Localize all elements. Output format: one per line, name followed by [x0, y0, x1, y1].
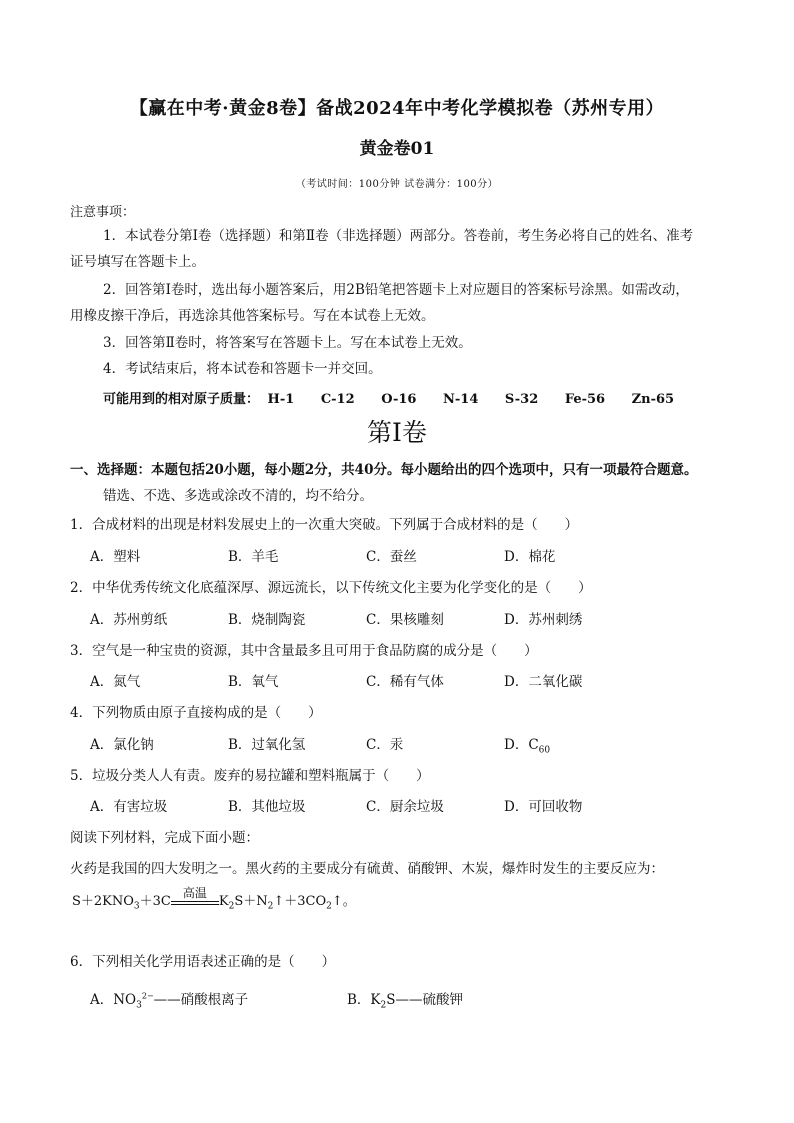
section-instructions: 一、选择题：本题包括20小题，每小题2分，共40分。每小题给出的四个选项中，只有一项最符合题意。	[70, 462, 698, 478]
note-1-line-1: 1．本试卷分第Ⅰ卷（选择题）和第Ⅱ卷（非选择题）两部分。答卷前，考生务必将自己的姓名、准考	[103, 228, 694, 244]
question-2-options	[90, 608, 642, 628]
atomic-mass-value: Fe-56	[564, 392, 606, 407]
atomic-mass-value: S-32	[504, 392, 539, 407]
note-2-line-2: 用橡皮擦干净后，再选涂其他答案标号。写在本试卷上无效。	[70, 308, 435, 324]
option-c[interactable]: C．汞	[366, 737, 404, 753]
option-b[interactable]	[347, 988, 604, 1011]
equation-subscript: 2	[326, 901, 332, 912]
option-c[interactable]: C．果核雕刻	[366, 612, 444, 628]
atomic-mass-label: 可能用到的相对原子质量：	[103, 392, 260, 407]
option-a-subscript: 3	[136, 1000, 142, 1011]
option-d[interactable]	[504, 733, 642, 756]
option-c[interactable]: C．稀有气体	[366, 674, 444, 690]
atomic-mass-value: N-14	[443, 392, 479, 407]
reading-text: 火药是我国的四大发明之一。黑火药的主要成分有硫黄、硝酸钾、木炭，爆炸时发生的主要反应为：	[70, 861, 664, 877]
note-4: 4．考试结束后，将本试卷和答题卡一并交回。	[103, 361, 382, 377]
option-b[interactable]: B．羊毛	[228, 549, 279, 565]
paper-subtitle: 黄金卷01	[359, 139, 435, 159]
equation-term: S＋N	[234, 894, 268, 909]
equation-term: ↑。	[331, 894, 356, 909]
equation-term: ↑＋3CO	[273, 894, 327, 909]
equation-term: ＋3C	[139, 894, 171, 909]
option-a[interactable]	[90, 988, 347, 1011]
volume-title: 第Ⅰ卷	[367, 418, 427, 447]
option-a[interactable]: A．氯化钠	[90, 737, 154, 753]
option-b[interactable]: B．氧气	[228, 674, 279, 690]
question-4-stem: 4．下列物质由原子直接构成的是（ ）	[70, 705, 322, 721]
option-b-formula: B．K	[347, 992, 381, 1008]
equals-sign	[171, 901, 219, 905]
option-a[interactable]: A．苏州剪纸	[90, 612, 168, 628]
condition-text: 高温	[182, 886, 207, 900]
option-a-formula: A．NO	[90, 992, 137, 1008]
option-d[interactable]: D．棉花	[504, 549, 556, 565]
option-d[interactable]: D．二氧化碳	[504, 674, 583, 690]
option-b-subscript: 2	[380, 1000, 387, 1011]
question-1-options	[90, 545, 642, 565]
exam-time-and-score: （考试时间：100分钟 试卷满分：100分）	[295, 179, 499, 190]
reaction-equation	[72, 886, 356, 912]
option-a[interactable]: A．氮气	[90, 674, 141, 690]
question-5-stem: 5．垃圾分类人人有责。废弃的易拉罐和塑料瓶属于（ ）	[70, 768, 430, 784]
equation-term: S＋2KNO	[72, 894, 134, 909]
question-4-options	[90, 733, 642, 756]
equation-subscript: 2	[267, 901, 274, 912]
notes-heading: 注意事项：	[70, 205, 136, 220]
option-b[interactable]: B．烧制陶瓷	[228, 612, 306, 628]
option-c[interactable]: C．蚕丝	[366, 549, 417, 565]
section-instructions-cont: 错选、不选、多选或涂改不清的，均不给分。	[103, 488, 373, 504]
atomic-mass-value: Zn-65	[631, 392, 675, 407]
option-a[interactable]: A．有害垃圾	[90, 799, 168, 815]
note-2-line-1: 2．回答第Ⅰ卷时，选出每小题答案后，用2B铅笔把答题卡上对应题目的答案标号涂黑。如需改动，	[103, 282, 689, 298]
option-d[interactable]: D．苏州刺绣	[504, 612, 583, 628]
atomic-mass-line	[103, 388, 696, 407]
option-a[interactable]: A．塑料	[90, 549, 141, 565]
option-b-description: S——硫酸钾	[386, 992, 463, 1008]
atomic-mass-value: H-1	[267, 392, 295, 407]
equation-term: K	[218, 894, 229, 909]
option-b[interactable]: B．其他垃圾	[228, 799, 306, 815]
reading-intro: 阅读下列材料，完成下面小题：	[70, 830, 259, 846]
option-b[interactable]: B．过氧化氢	[228, 737, 306, 753]
page-title: 【赢在中考·黄金8卷】备战2024年中考化学模拟卷（苏州专用）	[129, 98, 665, 119]
question-3-stem: 3．空气是一种宝贵的资源，其中含量最多且可用于食品防腐的成分是（ ）	[70, 643, 538, 659]
note-3: 3．回答第Ⅱ卷时，将答案写在答题卡上。写在本试卷上无效。	[103, 335, 472, 351]
atomic-mass-value: C-12	[320, 392, 355, 407]
option-a-description: ——硝酸根离子	[153, 992, 249, 1008]
option-d-label: D．C	[504, 737, 539, 753]
question-3-options	[90, 670, 642, 690]
equation-subscript: 2	[228, 901, 235, 912]
question-5-options	[90, 795, 642, 815]
question-1-stem: 1．合成材料的出现是材料发展史上的一次重大突破。下列属于合成材料的是（ ）	[70, 517, 579, 533]
atomic-mass-value: O-16	[381, 392, 417, 407]
question-6-stem: 6．下列相关化学用语表述正确的是（ ）	[70, 954, 336, 970]
question-6-options	[90, 988, 604, 1011]
equation-subscript: 3	[133, 901, 140, 912]
reaction-condition	[171, 886, 219, 905]
option-a-charge: 2−	[141, 991, 154, 1001]
note-1-line-2: 证号填写在答题卡上。	[70, 254, 205, 270]
question-2-stem: 2．中华优秀传统文化底蕴深厚、源远流长，以下传统文化主要为化学变化的是（ ）	[70, 580, 592, 596]
c60-subscript: 60	[538, 745, 551, 756]
option-c[interactable]: C．厨余垃圾	[366, 799, 444, 815]
option-d[interactable]: D．可回收物	[504, 799, 583, 815]
